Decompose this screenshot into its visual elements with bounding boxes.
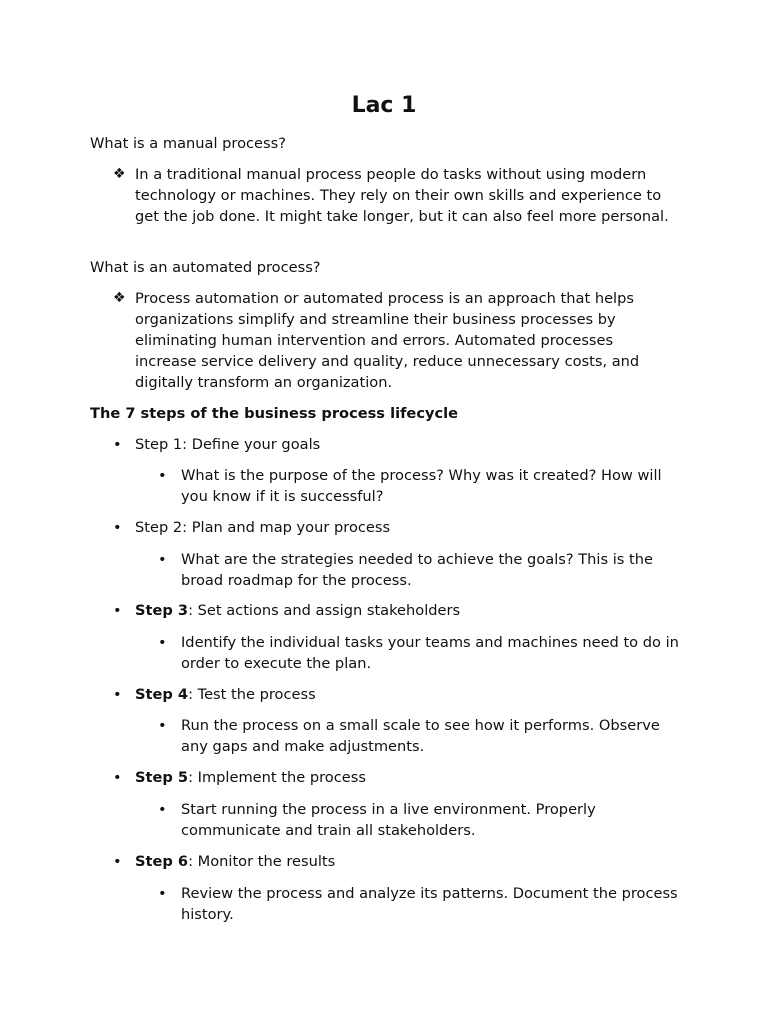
answer-manual-process-text: In a traditional manual process people do tasks without using modern technology or machines. They rely on their own skills and experience to get the job done. It might take longer, but it can also feel more personal. [135, 166, 669, 225]
step-label [135, 684, 673, 705]
bullet-icon: • [158, 634, 167, 651]
bullet-icon: • [158, 801, 167, 818]
step-label-bold: Step 3 [135, 602, 189, 619]
step-label-bold: Step 4 [135, 686, 189, 703]
answer-automated-process [113, 288, 673, 393]
bullet-icon: • [113, 686, 122, 703]
step-label-rest: : Monitor the results [188, 853, 336, 870]
bullet-icon: • [158, 717, 167, 734]
step-label-bold: Step 5 [135, 769, 189, 786]
step-item [113, 767, 673, 788]
step-label-rest: : Test the process [188, 686, 316, 703]
step-detail-text: Start running the process in a live environment. Properly communicate and train all stakeholders. [181, 801, 596, 839]
step-detail-text: Identify the individual tasks your teams and machines need to do in order to execute the plan. [181, 634, 679, 672]
bullet-icon: • [113, 769, 122, 786]
step-label-rest: : Set actions and assign stakeholders [188, 602, 461, 619]
step-label-bold: Step 6 [135, 853, 189, 870]
step-label [135, 851, 673, 872]
step-detail [158, 632, 688, 674]
step-item [113, 851, 673, 872]
diamond-bullet-icon: ❖ [113, 166, 126, 182]
bullet-icon: • [158, 885, 167, 902]
bullet-icon: • [113, 853, 122, 870]
step-item [113, 684, 673, 705]
step-detail-text: What is the purpose of the process? Why was it created? How will you know if it is successful? [181, 467, 662, 505]
step-detail-text: Run the process on a small scale to see how it performs. Observe any gaps and make adjustments. [181, 717, 660, 755]
lifecycle-heading: The 7 steps of the business process lifecycle [90, 405, 459, 422]
step-label [135, 767, 673, 788]
step-detail-text: What are the strategies needed to achieve the goals? This is the broad roadmap for the process. [181, 551, 653, 589]
step-detail [158, 715, 688, 757]
document-title: Lac 1 [351, 93, 417, 118]
step-item [113, 434, 673, 455]
bullet-icon: • [113, 602, 122, 619]
step-detail [158, 465, 688, 507]
step-detail [158, 549, 688, 591]
step-detail [158, 883, 688, 925]
step-detail [158, 799, 688, 841]
step-item [113, 600, 673, 621]
answer-manual-process [113, 164, 673, 227]
step-label: Step 1: Define your goals [135, 436, 321, 453]
bullet-icon: • [158, 467, 167, 484]
step-label: Step 2: Plan and map your process [135, 519, 391, 536]
step-label-rest: : Implement the process [188, 769, 366, 786]
answer-automated-process-text: Process automation or automated process is an approach that helps organizations simplify and streamline their business processes by eliminating human intervention and errors. Automated processes increase service delivery and quality, reduce unnecessary costs, and digitally transform an organization. [135, 290, 640, 391]
step-label [135, 600, 673, 621]
bullet-icon: • [113, 519, 122, 536]
diamond-bullet-icon: ❖ [113, 290, 126, 306]
step-detail-text: Review the process and analyze its patterns. Document the process history. [181, 885, 678, 923]
question-manual-process: What is a manual process? [90, 135, 286, 152]
question-automated-process: What is an automated process? [90, 259, 321, 276]
bullet-icon: • [158, 551, 167, 568]
bullet-icon: • [113, 436, 122, 453]
step-item [113, 517, 673, 538]
